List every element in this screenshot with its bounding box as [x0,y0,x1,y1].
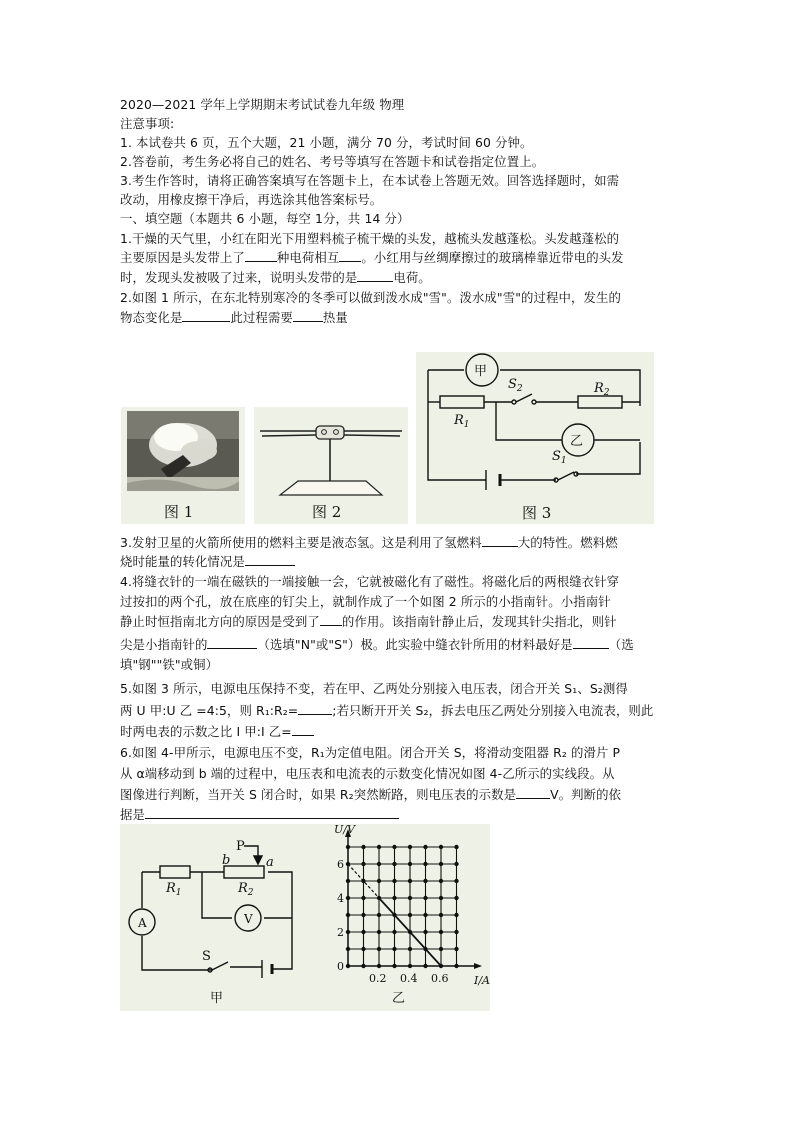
q2-text-c: 热量 [322,310,348,325]
q5-line3 [120,724,314,740]
q4-line3 [120,614,617,630]
q5-line1: 5.如图 3 所示，电源电压保持不变，若在甲、乙两处分别接入电压表，闭合开关 S₁、S₂测得 [120,681,628,696]
q3-text-a: 3.发射卫星的火箭所使用的燃料主要是液态氢。这是利用了氢燃料 [120,535,482,550]
graph-grid-dot [423,879,427,883]
graph-grid-dot [408,862,412,866]
figure-3-circuit [416,352,654,524]
q4-text-c: 尖是小指南针的 [120,637,208,652]
graph-grid-dot [423,896,427,900]
graph-grid-dot [454,930,458,934]
graph-grid-dot [408,896,412,900]
graph-grid-dot [423,862,427,866]
figure-1-photo [121,407,245,524]
figure-1 [121,407,245,524]
graph-grid-dot [408,947,412,951]
q3-line1 [120,535,618,551]
exam-title: 2020—2021 学年上学期期末考试试卷九年级 物理 [120,97,405,112]
graph-grid-dot [439,913,443,917]
graph-x-tick: 0.4 [400,972,418,985]
q6-line1: 6.如图 4-甲所示，电源电压不变，R₁为定值电阻。闭合开关 S，将滑动变阻器 R₂ 的滑片 P [120,745,621,760]
q1-line3 [120,270,431,286]
figure-4-left-caption: 甲 [210,991,224,1006]
graph-x-label: I/A [474,974,490,987]
graph-grid-dot [361,947,365,951]
graph-grid-dot [423,913,427,917]
q6-blank-2[interactable] [145,807,399,819]
q6-text-c: 据是 [120,807,145,822]
graph-y-label: U/V [334,824,355,836]
graph-x-arrow [474,963,482,969]
q3-text-b: 大的特性。燃料燃 [517,535,618,550]
q5-blank-2[interactable] [292,724,314,736]
figure-3-diagram [416,352,654,524]
graph-grid-dot [408,845,412,849]
graph-grid-dot [377,845,381,849]
q3-text-c: 烧时能量的转化情况是 [120,554,245,569]
figure-4-r2: $R_2$ [238,881,254,898]
graph-grid-dot [439,896,443,900]
q4-text-b: 的作用。该指南针静止后，发现其针尖指北，则针 [341,614,617,629]
graph-grid-dot [361,845,365,849]
q3-blank-2[interactable] [245,554,295,566]
q6-line3 [120,787,621,803]
graph-grid-dot [361,913,365,917]
q4-blank-3[interactable] [573,637,609,649]
q5-text-c: 时两电表的示数之比 I 甲:I 乙= [120,724,292,739]
graph-grid-dot [377,913,381,917]
q5-text-b: ;若只断开开关 S₂，拆去电压乙两处分别接入电流表，则此 [332,703,654,718]
graph-grid-dot [454,845,458,849]
graph-grid-dot [408,879,412,883]
q6-text-b: V。判断的依 [550,787,622,802]
q6-line2: 从 α端移动到 b 端的过程中，电压表和电流表的示数变化情况如图 4-乙所示的实线段。从 [120,766,615,781]
graph-grid-dot [454,947,458,951]
figure-4-diagram [120,824,490,1011]
q4-text-e: （选 [608,637,634,652]
q4-line4 [120,637,634,653]
graph-grid-dot [454,913,458,917]
graph-grid-dot [392,862,396,866]
graph-grid-dot [377,862,381,866]
q3-blank-1[interactable] [482,535,518,547]
q2-blank-1[interactable] [182,310,230,322]
q3-line2 [120,554,295,570]
q4-blank-2[interactable] [207,637,257,649]
q6-blank-1[interactable] [516,787,550,799]
graph-grid-dot [392,896,396,900]
figure-4-end-a: a [266,855,274,870]
graph-grid-dot [408,913,412,917]
graph-y-tick: 4 [337,892,344,905]
graph-grid-dot [392,947,396,951]
notice-3-cont: 改动，用橡皮擦干净后，再选涂其他答案标号。 [120,192,383,207]
graph-grid-dot [377,879,381,883]
q4-text-d: （选填"N"或"S"）极。此实验中缝衣针所用的材料最好是 [257,637,573,652]
figure-3-s1: $S_1$ [552,449,567,466]
graph-grid-dot [377,930,381,934]
graph-grid-dot [439,862,443,866]
graph-y-tick: 6 [337,858,344,871]
graph-grid-dot [361,862,365,866]
q6-text-a: 图像进行判断，当开关 S 闭合时，如果 R₂突然断路，则电压表的示数是 [120,787,517,802]
q2-blank-2[interactable] [293,310,323,322]
graph-grid-dot [454,862,458,866]
q1-blank-1[interactable] [245,250,277,262]
q1-blank-2[interactable] [339,250,361,262]
figure-4-right-caption: 乙 [392,991,406,1006]
q1-text-e: 电荷。 [393,270,431,285]
figure-2-caption: 图 2 [312,503,342,521]
graph-grid-dot [439,930,443,934]
figure-4-graph [334,824,490,987]
figure-3-caption: 图 3 [522,504,552,522]
q1-text-b: 种电荷相互 [276,250,340,265]
figure-4-slider: P [236,839,245,854]
figure-2-compass [254,407,408,524]
figure-1-caption: 图 1 [164,503,194,521]
graph-y-tick: 2 [337,926,344,939]
q5-text-a: 两 U 甲:U 乙 =4:5，则 R₁:R₂= [120,703,299,718]
figure-4-voltmeter: V [244,912,253,926]
figure-3-meter-jia: 甲 [474,364,488,379]
graph-grid-dot [392,879,396,883]
q4-line2: 过按扣的两个孔，放在底座的钉尖上，就制作成了一个如图 2 所示的小指南针。小指南针 [120,594,611,609]
graph-grid-dot [454,896,458,900]
graph-grid-dot [392,930,396,934]
q1-blank-3[interactable] [357,270,393,282]
figure-3-r2: $R_2$ [594,381,610,398]
notice-3: 3.考生作答时，请将正确答案填写在答题卡上，在本试卷上答题无效。回答选择题时，如需 [120,173,620,188]
figure-4-end-b: b [222,853,231,868]
q1-line2 [120,250,624,266]
figure-4-r1: $R_1$ [166,881,182,898]
figure-3-r1: $R_1$ [454,413,470,430]
q2-text-a: 物态变化是 [120,310,183,325]
graph-x-tick: 0.2 [369,972,387,985]
q2-line2 [120,310,348,326]
q4-line1: 4.将缝衣针的一端在磁铁的一端接触一会，它就被磁化有了磁性。将磁化后的两根缝衣针穿 [120,574,620,589]
q1-line1: 1.干燥的天气里，小红在阳光下用塑料梳子梳干燥的头发，越梳头发越蓬松。头发越蓬松的 [120,231,620,246]
section-title: 一、填空题（本题共 6 小题，每空 1分，共 14 分） [120,211,410,226]
q5-line2 [120,703,653,719]
figure-2 [254,407,408,524]
graph-grid-dot [439,879,443,883]
graph-grid-dot [377,947,381,951]
figure-3-meter-yi: 乙 [570,434,584,449]
q4-text-a: 静止时恒指南北方向的原因是受到了 [120,614,320,629]
q2-line1: 2.如图 1 所示，在东北特别寒冷的冬季可以做到泼水成"雪"。泼水成"雪"的过程中，发生的 [120,290,621,305]
figure-4 [120,824,490,1011]
notice-2: 2.答卷前，考生务必将自己的姓名、考号等填写在答题卡和试卷指定位置上。 [120,154,545,169]
graph-grid-dot [392,845,396,849]
q1-text-c: 。小红用与丝绸摩擦过的玻璃棒靠近带电的头发 [361,250,624,265]
notice-1: 1. 本试卷共 6 页，五个大题，21 小题，满分 70 分，考试时间 60 分钟。 [120,135,533,150]
graph-grid-dot [361,896,365,900]
figure-3-s2: $S_2$ [508,377,523,394]
q1-text-a: 主要原因是头发带上了 [120,250,245,265]
q4-line5: 填"钢""铁"或铜） [120,657,219,672]
q6-line4 [120,807,399,823]
graph-x-tick: 0.6 [431,972,449,985]
graph-y-tick: 0 [337,960,344,973]
figure-4-switch: S [202,949,211,964]
graph-grid-dot [454,879,458,883]
q5-blank-1[interactable] [298,703,332,715]
figure-4-ammeter: A [138,916,147,930]
q1-text-d: 时，发现头发被吸了过来，说明头发带的是 [120,270,358,285]
graph-grid-dot [361,930,365,934]
graph-grid-dot [439,947,443,951]
q4-blank-1[interactable] [320,614,342,626]
graph-grid-dot [439,845,443,849]
graph-grid-dot [423,930,427,934]
graph-grid-dot [423,845,427,849]
notice-heading: 注意事项: [120,116,175,131]
q2-text-b: 此过程需要 [230,310,293,325]
